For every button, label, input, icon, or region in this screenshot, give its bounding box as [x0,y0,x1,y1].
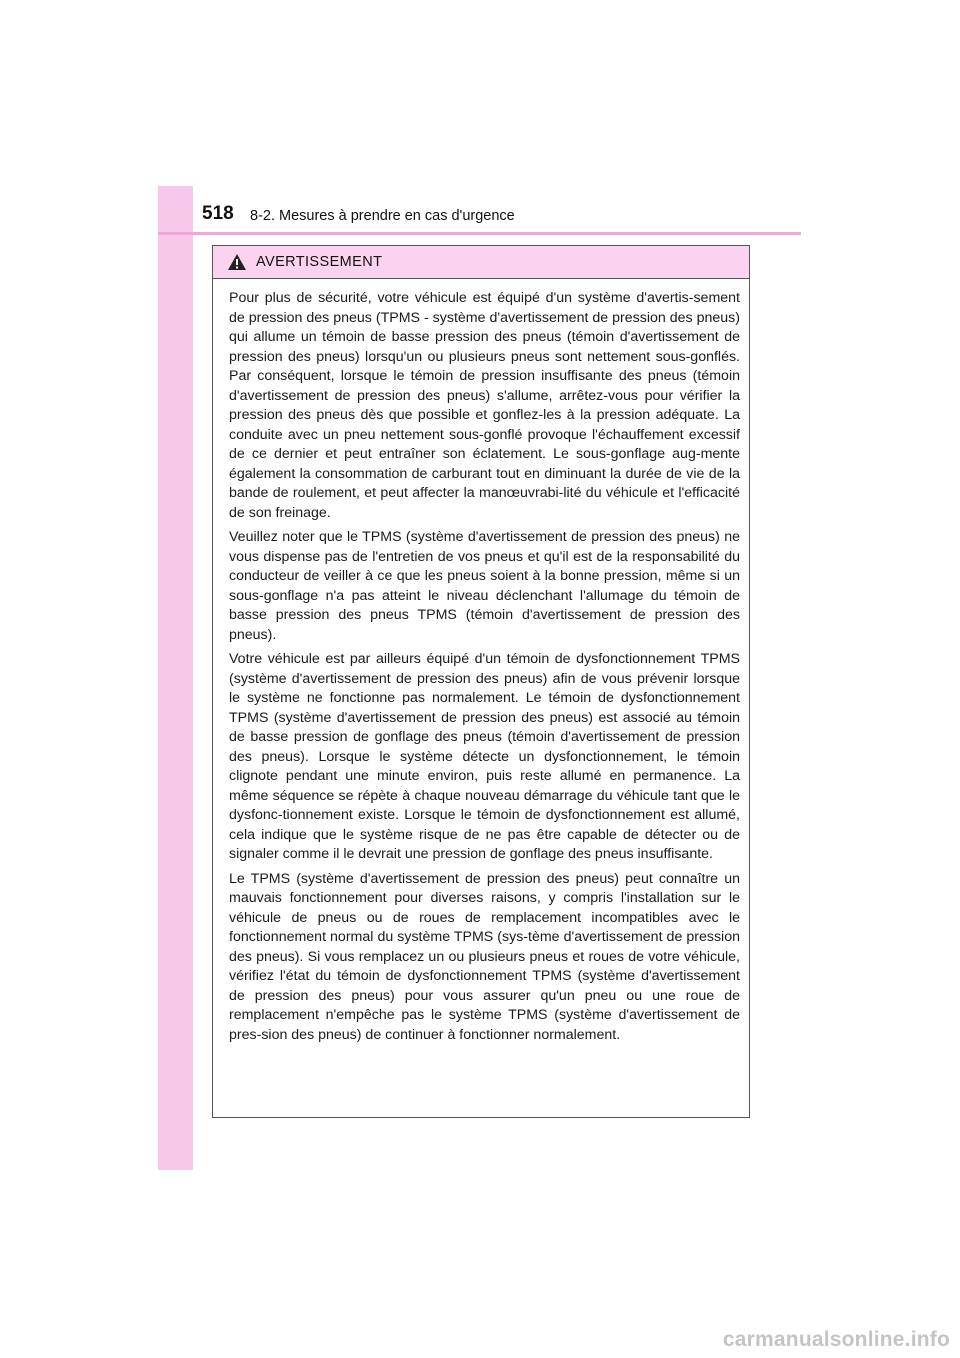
header-rule [158,232,801,235]
warning-header [213,246,749,279]
warning-paragraph: Veuillez noter que le TPMS (système d'avertissement de pression des pneus) ne vous dispense pas de l'entretien de vos pneus et qu'il est de la responsabilité du conducteur de veiller à ce que les pneus soient à la bonne pression, même si un sous-gonflage n'a pas atteint le niveau déclenchant l'allumage du témoin de basse pression des pneus TPMS (témoin d'avertissement de pression des pneus). [229,529,740,643]
warning-paragraph: Le TPMS (système d'avertissement de pression des pneus) peut connaître un mauvais fonctionnement pour diverses raisons, y compris l'installation sur le véhicule de pneus ou de roues de remplacement incompatibles avec le fonctionnement normal du système TPMS (sys-tème d'avertissement de pression des pneus). Si vous remplacez un ou plusieurs pneus et roues de votre véhicule, vérifiez l'état du témoin de dysfonctionnement TPMS (système d'avertissement de pression des pneus) pour vous assurer qu'un pneu ou une roue de remplacement n'empêche pas le système TPMS (système d'avertissement de pres-sion des pneus) de continuer à fonctionner normalement. [229,870,740,1043]
watermark: carmanualsonline.info [722,1328,950,1351]
warning-title: AVERTISSEMENT [256,254,383,270]
section-title: 8-2. Mesures à prendre en cas d'urgence [250,208,515,224]
warning-paragraph: Votre véhicule est par ailleurs équipé d'un témoin de dysfonctionnement TPMS (système d'avertissement de pression des pneus) afin de vous prévenir lorsque le système ne fonctionne pas normalement. Le témoin de dysfonctionnement TPMS (système d'avertissement de pression des pneus) est associé au témoin de basse pression de gonflage des pneus (témoin d'avertissement de pression des pneus). Lorsque le système détecte un dysfonctionnement, le témoin clignote pendant une minute environ, puis reste allumé en permanence. La même séquence se répète à chaque nouveau démarrage du véhicule tant que le dysfonc-tionnement existe. Lorsque le témoin de dysfonctionnement est allumé, cela indique que le système risque de ne pas être capable de détecter ou de signaler comme il le devrait une pression de gonflage des pneus insuffisante. [229,651,740,862]
warning-triangle-icon [227,253,247,271]
warning-body [213,279,749,1045]
warning-paragraph: Pour plus de sécurité, votre véhicule est équipé d'un système d'avertis-sement de pression des pneus (TPMS - système d'avertissement de pression des pneus) qui allume un témoin de basse pression des pneus (témoin d'avertissement de pression des pneus) lorsqu'un ou plusieurs pneus sont nettement sous-gonflés. Par conséquent, lorsque le témoin de pression insuffisante des pneus (témoin d'avertissement de pression des pneus) s'allume, arrêtez-vous pour vérifier la pression des pneus dès que possible et gonflez-les à la pression adéquate. La conduite avec un pneu nettement sous-gonflé provoque l'échauffement excessif de ce dernier et peut entraîner son éclatement. Le sous-gonflage aug-mente également la consommation de carburant tout en diminuant la durée de vie de la bande de roulement, et peut affecter la manœuvrabi-lité du véhicule et l'efficacité de son freinage. [229,290,740,521]
warning-box [212,245,750,1118]
page-number: 518 [202,203,234,224]
chapter-side-band [158,186,193,1170]
